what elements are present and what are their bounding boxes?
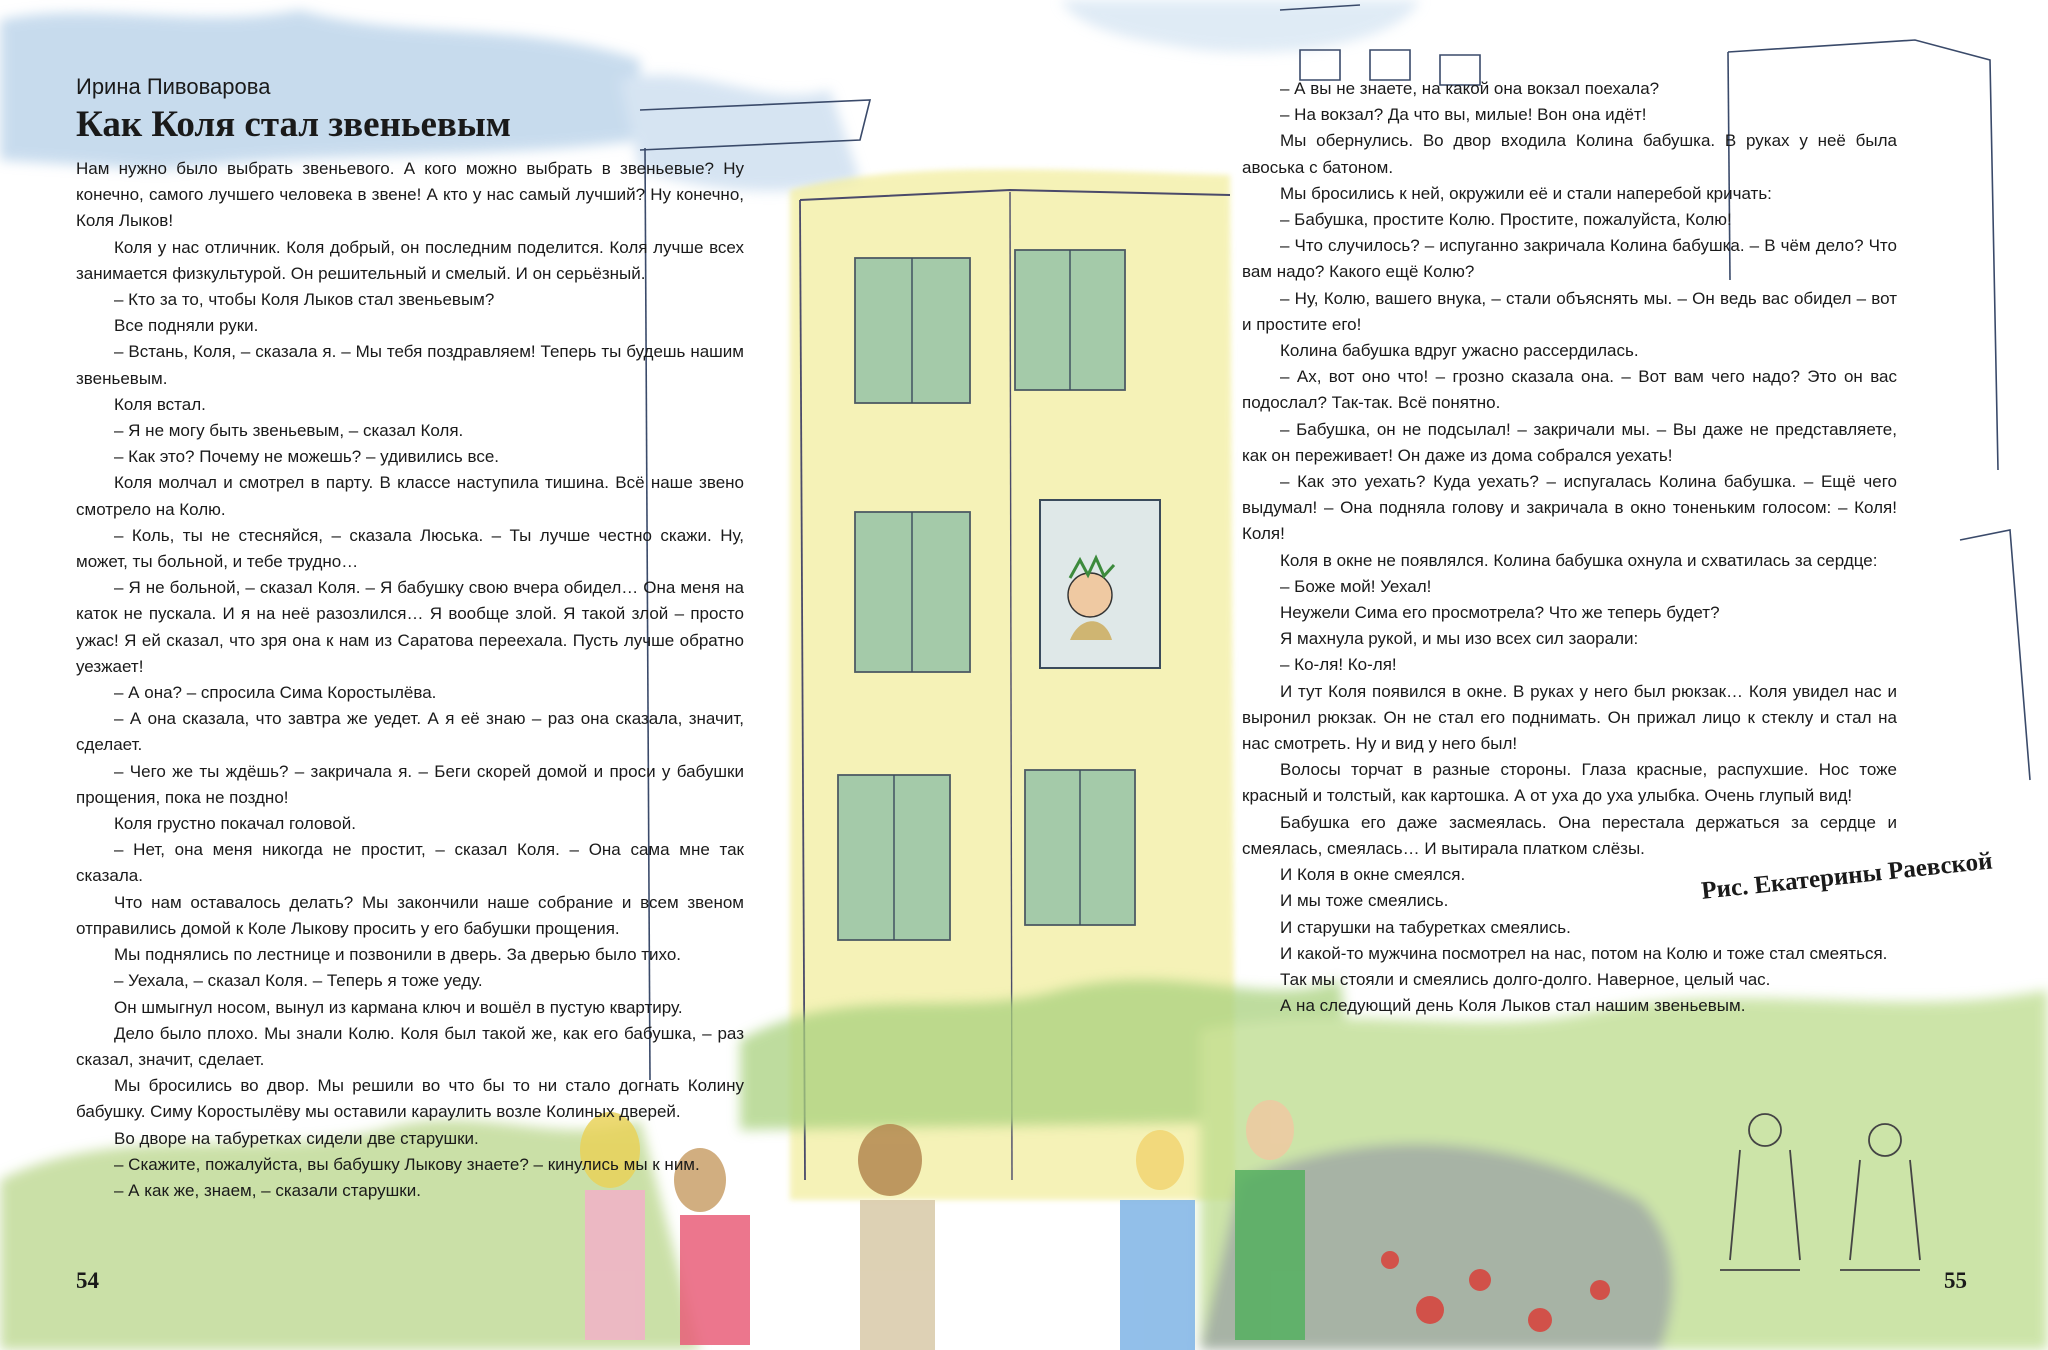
paragraph: И мы тоже смеялись. — [1280, 891, 1449, 911]
paragraph: – Я не больной, – сказал Коля. – Я бабушку свою вчера обидел… Она меня на каток не пускала. И я на неё разозлился… Я вообще злой. Я такой злой – просто ужас! Я ей сказал, что зря она к нам из Саратова переехала. Пусть лучше обратно уезжает! — [76, 578, 744, 676]
paragraph: Так мы стояли и смеялись долго-долго. Наверное, целый час. — [1280, 969, 1771, 989]
paragraph: – Скажите, пожалуйста, вы бабушку Лыкову знаете? – кинулись мы к ним. — [114, 1154, 700, 1174]
paragraph: Волосы торчат в разные стороны. Глаза красные, распухшие. Нос тоже красный и толстый, как картошка. А от уха до уха улыбка. Очень глупый вид! — [1242, 760, 1897, 806]
paragraph: Неужели Сима его просмотрела? Что же теперь будет? — [1280, 603, 1720, 623]
paragraph: – Бабушка, он не подсылал! – закричали мы. – Вы даже не представляете, как он переживает! Он даже из дома собрался уехать! — [1242, 419, 1897, 465]
paragraph: – Ну, Колю, вашего внука, – стали объяснять мы. – Он ведь вас обидел – вот и простите его! — [1242, 288, 1897, 334]
paragraph: Коля встал. — [114, 394, 206, 414]
paragraph: Что нам оставалось делать? Мы закончили наше собрание и всем звеном отправились домой к Коле Лыкову просить у его бабушки прощения. — [76, 892, 744, 938]
paragraph: Коля у нас отличник. Коля добрый, он последним поделится. Коля лучше всех занимается физкультурой. Он решительный и смелый. И он серьёзный. — [76, 237, 744, 283]
paragraph: – Боже мой! Уехал! — [1280, 576, 1432, 596]
paragraph: Дело было плохо. Мы знали Колю. Коля был такой же, как его бабушка, – раз сказал, значит, сделает. — [76, 1023, 744, 1069]
paragraph: – Встань, Коля, – сказала я. – Мы тебя поздравляем! Теперь ты будешь нашим звеньевым. — [76, 342, 744, 388]
paragraph: – Как это уехать? Куда уехать? – испугалась Колина бабушка. – Ещё чего выдумал! – Она подняла голову и закричала в окно тоненьким голосом: – Коля! Коля! — [1242, 472, 1897, 544]
paragraph: Мы бросились во двор. Мы решили во что бы то ни стало догнать Колину бабушку. Симу Коростылёву мы оставили караулить возле Колиных дверей. — [76, 1076, 744, 1122]
paragraph: – Кто за то, чтобы Коля Лыков стал звеньевым? — [114, 290, 495, 310]
paragraph: – А вы не знаете, на какой она вокзал поехала? — [1280, 79, 1660, 98]
paragraph: – А она сказала, что завтра же уедет. А я её знаю – раз она сказала, значит, сделает. — [76, 709, 744, 755]
paragraph: – Как это? Почему не можешь? – удивились все. — [114, 447, 500, 467]
paragraph: Колина бабушка вдруг ужасно рассердилась. — [1280, 341, 1639, 361]
paragraph: – Что случилось? – испуганно закричала Колина бабушка. – В чём дело? Что вам надо? Какого ещё Колю? — [1242, 236, 1897, 282]
paragraph: Мы поднялись по лестнице и позвонили в дверь. За дверью было тихо. — [114, 945, 682, 965]
paragraph: И Коля в окне смеялся. — [1280, 865, 1466, 885]
paragraph: – Ах, вот оно что! – грозно сказала она. – Вот вам чего надо? Это он вас подослал? Так-так. Всё понятно. — [1242, 367, 1897, 413]
paragraph: Я махнула рукой, и мы изо всех сил заорали: — [1280, 629, 1639, 649]
paragraph: Коля грустно покачал головой. — [114, 814, 356, 834]
paragraph: – А она? – спросила Сима Коростылёва. — [114, 683, 437, 703]
paragraph: И тут Коля появился в окне. В руках у него был рюкзак… Коля увидел нас и выронил рюкзак. Он не стал его поднимать. Он прижал лицо к стеклу и стал на нас смотреть. Ну и вид у него был! — [1242, 681, 1897, 754]
paragraph: – Нет, она меня никогда не простит, – сказал Коля. – Она сама мне так сказала. — [76, 840, 744, 886]
paragraph: Все подняли руки. — [114, 316, 259, 336]
illustration-credit: Рис. Екатерины Раевской — [1700, 847, 1994, 905]
left-text — [76, 156, 744, 1204]
paragraph: – Чего же ты ждёшь? – закричала я. – Беги скорей домой и проси у бабушки прощения, пока не поздно! — [76, 761, 744, 807]
story-title: Как Коля стал звеньевым — [76, 104, 511, 145]
left-column — [76, 74, 744, 1204]
paragraph: – А как же, знаем, – сказали старушки. — [114, 1180, 421, 1200]
paragraph: Бабушка его даже засмеялась. Она перестала держаться за сердце и смеялась, смеялась… И вытирала платком слёзы. — [1242, 812, 1897, 858]
paragraph: Во дворе на табуретках сидели две старушки. — [114, 1128, 479, 1148]
page-number-right: 55 — [1944, 1268, 1967, 1293]
paragraph: – На вокзал? Да что вы, милые! Вон она идёт! — [1280, 105, 1647, 125]
paragraph: Он шмыгнул носом, вынул из кармана ключ и вошёл в пустую квартиру. — [114, 997, 683, 1017]
paragraph: Мы обернулись. Во двор входила Колина бабушка. В руках у неё была авоська с батоном. — [1242, 131, 1897, 177]
paragraph: А на следующий день Коля Лыков стал нашим звеньевым. — [1280, 996, 1746, 1016]
paragraph: И старушки на табуретках смеялись. — [1280, 917, 1571, 937]
paragraph: Коля молчал и смотрел в парту. В классе наступила тишина. Всё наше звено смотрело на Колю. — [76, 473, 744, 519]
paragraph: Нам нужно было выбрать звеньевого. А кого можно выбрать в звеньевые? Ну конечно, самого лучшего человека в звене! А кто у нас самый лучший? Ну конечно, Коля Лыков! — [76, 159, 744, 231]
paragraph: – Уехала, – сказал Коля. – Теперь я тоже уеду. — [114, 971, 483, 991]
paragraph: – Бабушка, простите Колю. Простите, пожалуйста, Колю! — [1280, 210, 1732, 230]
paragraph: – Коль, ты не стесняйся, – сказала Люська. – Ты лучше честно скажи. Ну, может, ты больной, и тебе трудно… — [76, 525, 744, 572]
author-name: Ирина Пивоварова — [76, 74, 271, 99]
paragraph: Мы бросились к ней, окружили её и стали наперебой кричать: — [1280, 183, 1772, 203]
paragraph: И какой-то мужчина посмотрел на нас, потом на Колю и тоже стал смеяться. — [1280, 943, 1888, 963]
paragraph: Коля в окне не появлялся. Колина бабушка охнула и схватилась за сердце: — [1280, 550, 1878, 570]
page-number-left: 54 — [76, 1268, 99, 1293]
paragraph: – Ко-ля! Ко-ля! — [1280, 655, 1397, 675]
paragraph: – Я не могу быть звеньевым, – сказал Коля. — [114, 421, 464, 441]
